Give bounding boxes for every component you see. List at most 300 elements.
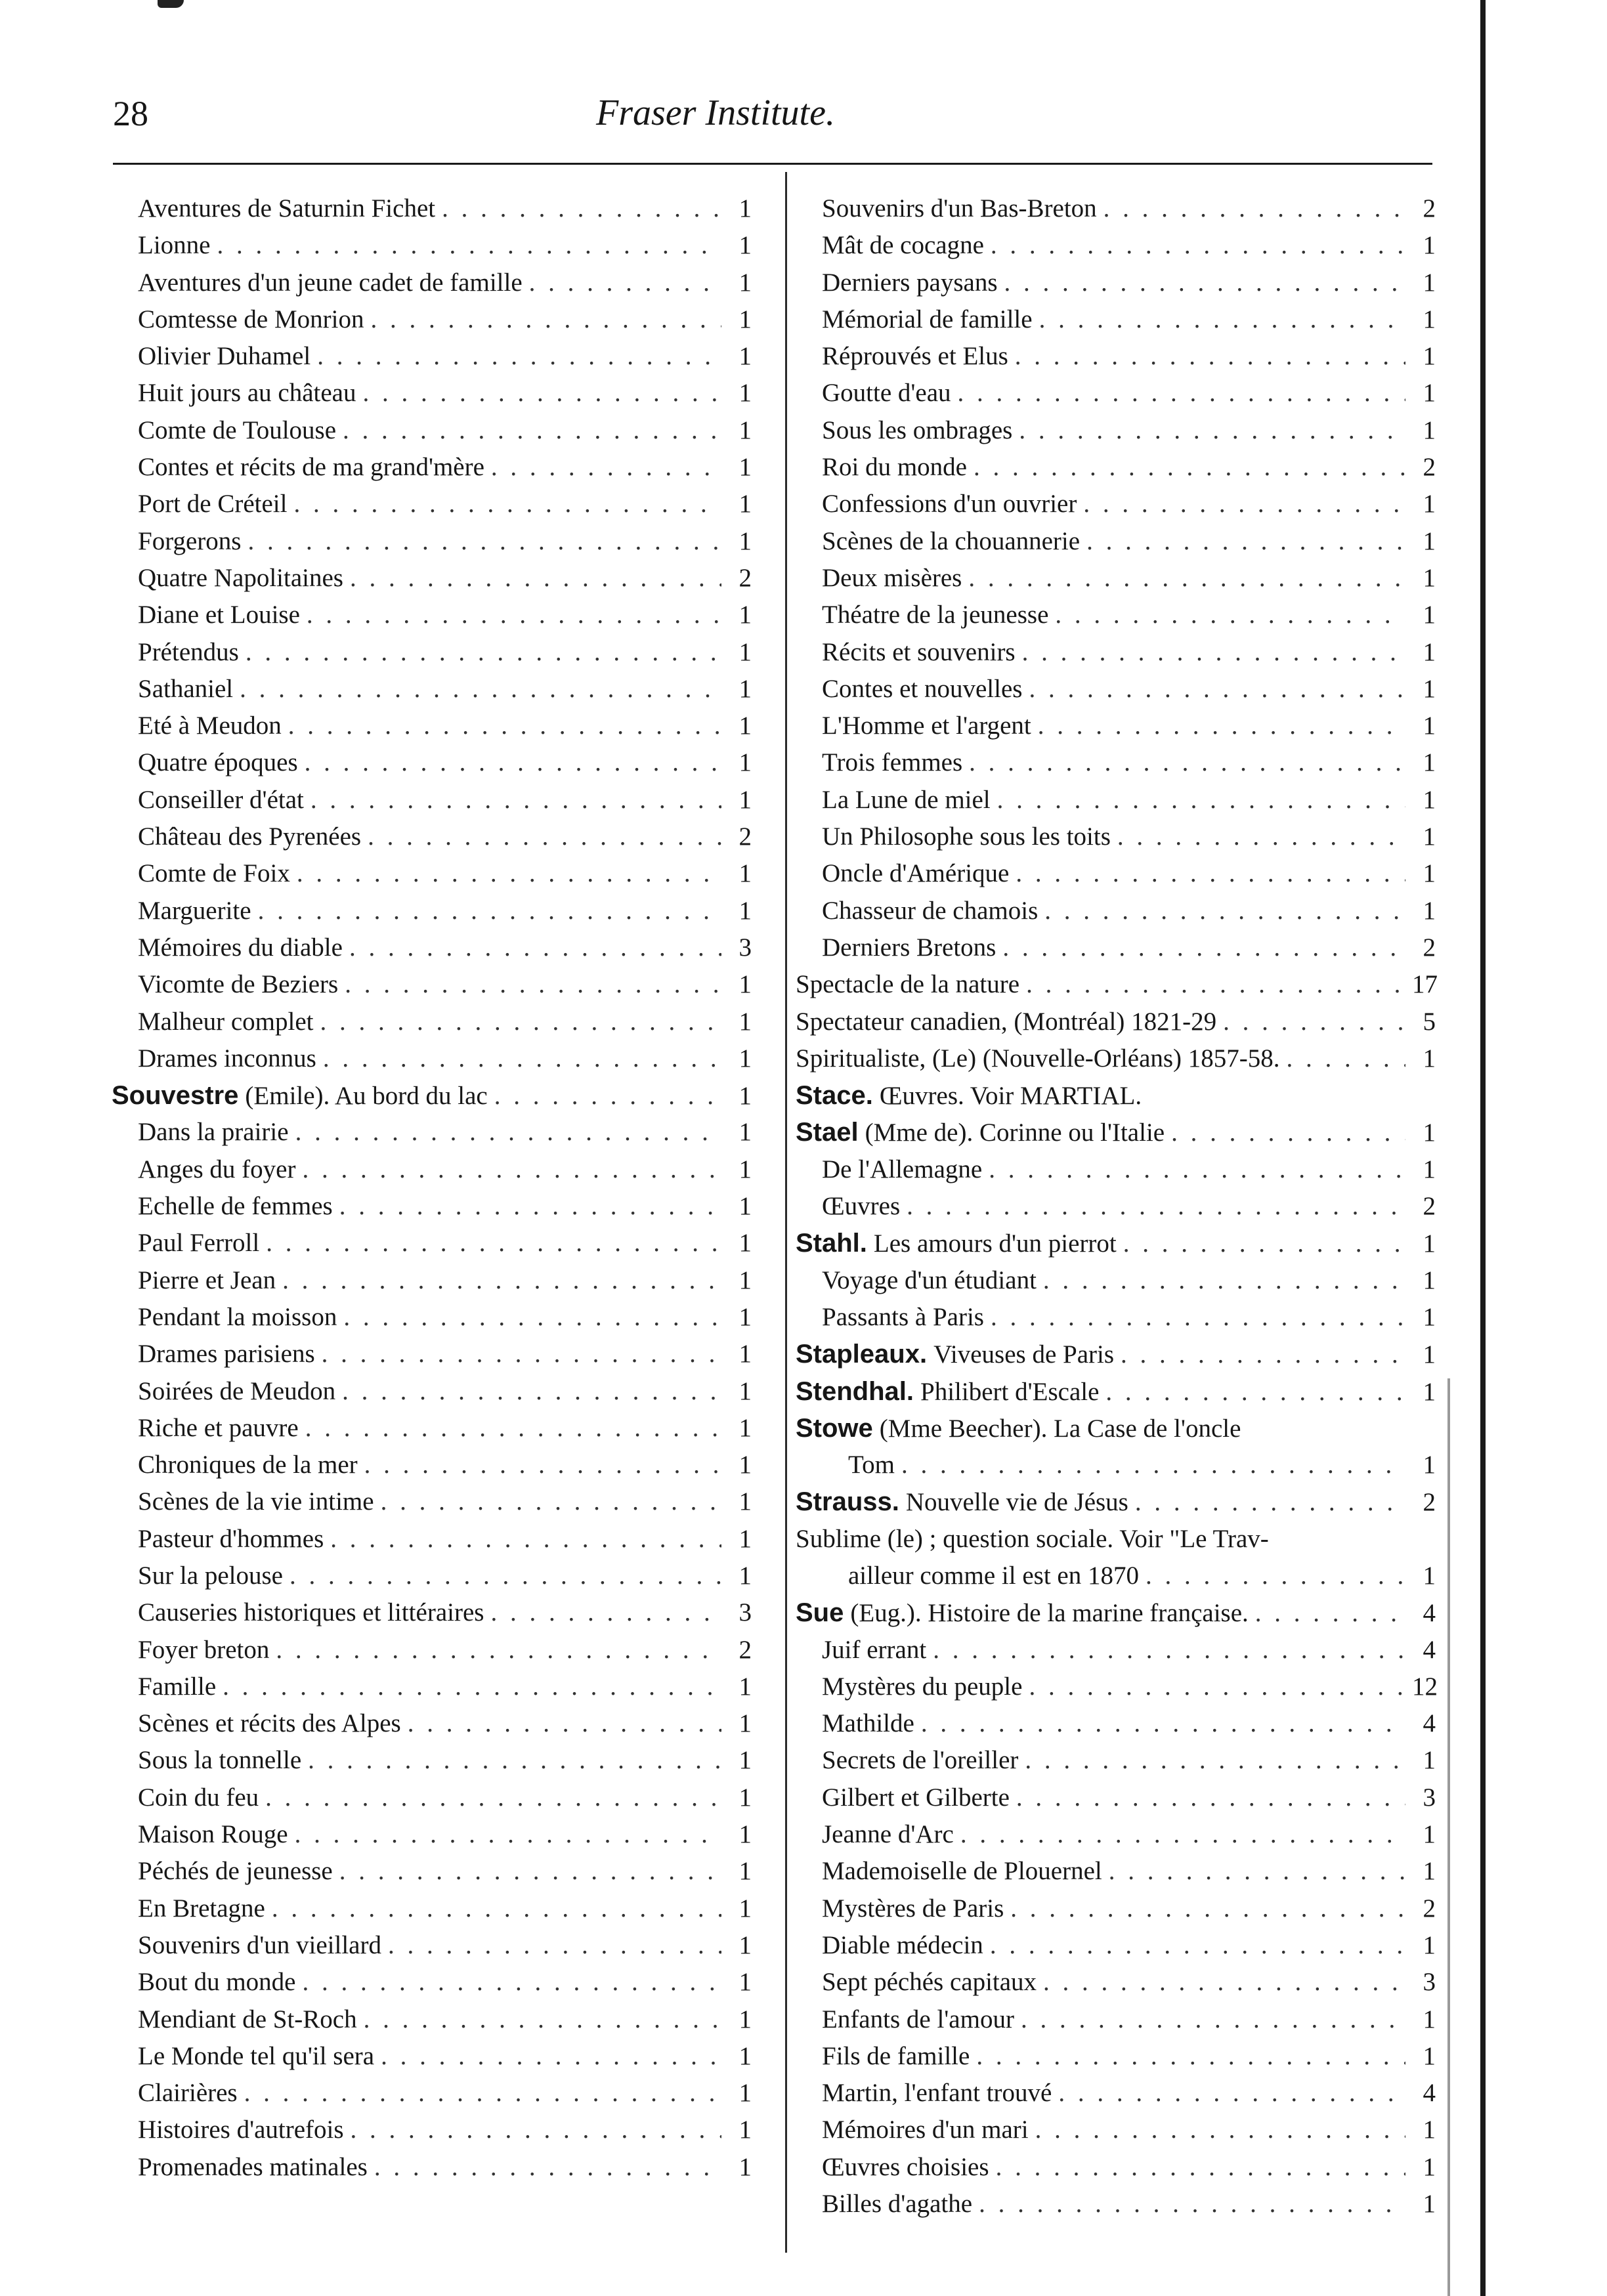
catalog-entry bbox=[112, 1964, 752, 2001]
catalog-entry bbox=[796, 1853, 1436, 1890]
catalog-entry bbox=[796, 929, 1436, 966]
entry-title: Récits et souvenirs bbox=[822, 637, 1016, 666]
dot-leader bbox=[342, 1373, 721, 1410]
volume-count: 1 bbox=[1423, 1746, 1436, 1775]
entry-title: Contes et récits de ma grand'mère bbox=[138, 453, 484, 482]
catalog-entry bbox=[796, 1742, 1436, 1779]
dot-leader bbox=[311, 782, 721, 818]
catalog-entry bbox=[796, 1336, 1436, 1372]
volume-count: 1 bbox=[1423, 1229, 1436, 1258]
volume-count: 1 bbox=[739, 1265, 752, 1294]
dot-leader bbox=[288, 708, 721, 744]
entry-title: Mât de cocagne bbox=[822, 231, 984, 260]
entry-title: Sous la tonnelle bbox=[138, 1746, 302, 1775]
volume-count: 1 bbox=[1423, 2005, 1436, 2033]
entry-title: Confessions d'un ouvrier bbox=[822, 490, 1077, 519]
volume-count: 1 bbox=[1423, 1265, 1436, 1294]
entry-title: La Lune de miel bbox=[822, 785, 991, 814]
catalog-entry bbox=[796, 1483, 1436, 1520]
entry-title: Un Philosophe sous les toits bbox=[822, 822, 1111, 851]
dot-leader bbox=[997, 782, 1405, 818]
catalog-entry bbox=[112, 1927, 752, 1964]
volume-count: 1 bbox=[1423, 2115, 1436, 2144]
column-divider bbox=[785, 172, 787, 2253]
volume-count: 4 bbox=[1423, 1599, 1436, 1628]
volume-count: 2 bbox=[1423, 1894, 1436, 1923]
volume-count: 1 bbox=[739, 268, 752, 297]
catalog-entry bbox=[112, 2112, 752, 2148]
catalog-entry bbox=[796, 265, 1436, 301]
dot-leader bbox=[330, 1521, 721, 1558]
volume-count: 1 bbox=[739, 1155, 752, 1183]
entry-title: Conseiller d'état bbox=[138, 785, 304, 814]
volume-count: 1 bbox=[739, 1709, 752, 1738]
dot-leader bbox=[1135, 1484, 1405, 1521]
volume-count: 1 bbox=[739, 342, 752, 371]
catalog-entry bbox=[796, 818, 1436, 855]
catalog-entry bbox=[796, 1373, 1436, 1410]
dot-leader bbox=[388, 1927, 721, 1964]
volume-count: 1 bbox=[1423, 712, 1436, 740]
entry-title: Théatre de la jeunesse bbox=[822, 601, 1049, 629]
volume-count: 1 bbox=[739, 490, 752, 519]
volume-count: 3 bbox=[739, 933, 752, 962]
dot-leader bbox=[343, 1299, 721, 1336]
running-title: Fraser Institute. bbox=[596, 93, 835, 133]
catalog-entry bbox=[796, 1447, 1436, 1483]
author-name: Souvestre bbox=[112, 1081, 239, 1111]
catalog-entry bbox=[796, 449, 1436, 486]
entry-title: Huit jours au château bbox=[138, 379, 356, 408]
catalog-entry bbox=[112, 1077, 752, 1114]
catalog-entry bbox=[112, 782, 752, 818]
catalog-entry bbox=[796, 1890, 1436, 1927]
volume-count: 1 bbox=[739, 1894, 752, 1923]
entry-title: Contes et nouvelles bbox=[822, 674, 1023, 703]
entry-title: Réprouvés et Elus bbox=[822, 342, 1008, 371]
dot-leader bbox=[1043, 1262, 1405, 1299]
entry-title: Mathilde bbox=[822, 1709, 914, 1738]
catalog-entry bbox=[112, 1373, 752, 1410]
dot-leader bbox=[1255, 1595, 1405, 1632]
entry-title: Olivier Duhamel bbox=[138, 342, 311, 371]
entry-title: Souvenirs d'un Bas-Breton bbox=[822, 194, 1097, 223]
volume-count: 1 bbox=[739, 2041, 752, 2070]
entry-title: Marguerite bbox=[138, 896, 251, 925]
volume-count: 1 bbox=[1423, 1044, 1436, 1073]
dot-leader bbox=[364, 2001, 721, 2038]
dot-leader bbox=[996, 2149, 1405, 2186]
volume-count: 1 bbox=[739, 970, 752, 999]
catalog-entry bbox=[796, 1779, 1436, 1816]
dot-leader bbox=[1022, 634, 1405, 671]
entry-title: (Mme Beecher). La Case de l'oncle bbox=[879, 1414, 1241, 1443]
catalog-entry bbox=[796, 1188, 1436, 1225]
volume-count: 1 bbox=[1423, 526, 1436, 555]
volume-count: 2 bbox=[1423, 933, 1436, 962]
catalog-entry bbox=[112, 1262, 752, 1299]
entry-title: Chroniques de la mer bbox=[138, 1451, 358, 1479]
dot-leader bbox=[265, 1779, 721, 1816]
dot-leader bbox=[381, 2038, 721, 2075]
dot-leader bbox=[490, 1594, 721, 1631]
catalog-entry bbox=[796, 560, 1436, 597]
catalog-entry bbox=[112, 1816, 752, 1853]
author-name: Stael bbox=[796, 1118, 859, 1147]
volume-count: 1 bbox=[1423, 674, 1436, 703]
facing-page-shadow bbox=[1447, 1378, 1450, 2296]
volume-count: 4 bbox=[1423, 1635, 1436, 1664]
volume-count: 1 bbox=[739, 859, 752, 888]
catalog-entry bbox=[112, 893, 752, 929]
entry-title: Port de Créteil bbox=[138, 490, 288, 519]
catalog-entry bbox=[112, 486, 752, 522]
catalog-entry bbox=[112, 375, 752, 412]
volume-count: 1 bbox=[739, 1044, 752, 1073]
volume-count: 1 bbox=[1423, 1857, 1436, 1886]
author-name: Stendhal. bbox=[796, 1376, 914, 1406]
catalog-entry bbox=[796, 634, 1436, 671]
volume-count: 1 bbox=[739, 1376, 752, 1405]
volume-count: 1 bbox=[739, 1302, 752, 1331]
catalog-entry bbox=[796, 1632, 1436, 1669]
volume-count: 2 bbox=[1423, 1192, 1436, 1221]
dot-leader bbox=[320, 1004, 722, 1040]
middle-column bbox=[796, 190, 1436, 2222]
dot-leader bbox=[307, 597, 721, 633]
catalog-entry bbox=[796, 227, 1436, 264]
entry-title: Lionne bbox=[138, 231, 211, 260]
entry-title: Eté à Meudon bbox=[138, 712, 282, 740]
entry-title: Dans la prairie bbox=[138, 1118, 289, 1147]
catalog-entry bbox=[112, 1410, 752, 1447]
dot-leader bbox=[1105, 1374, 1405, 1411]
catalog-entry bbox=[112, 2075, 752, 2112]
dot-leader bbox=[989, 1151, 1405, 1188]
dot-leader bbox=[305, 1410, 721, 1447]
catalog-entry bbox=[112, 1779, 752, 1816]
entry-title: Comte de Toulouse bbox=[138, 415, 337, 444]
catalog-entry bbox=[112, 449, 752, 486]
catalog-entry bbox=[112, 2149, 752, 2186]
entry-title: Diable médecin bbox=[822, 1930, 983, 1959]
entry-title: (Mme de). Corinne ou l'Italie bbox=[865, 1118, 1165, 1147]
volume-count: 1 bbox=[1423, 1377, 1436, 1406]
dot-leader bbox=[991, 1299, 1405, 1336]
dot-leader bbox=[974, 449, 1405, 486]
entry-title: Derniers paysans bbox=[822, 268, 998, 297]
dot-leader bbox=[362, 375, 721, 412]
volume-count: 4 bbox=[1423, 2079, 1436, 2108]
entry-title: Mémoires d'un mari bbox=[822, 2115, 1029, 2144]
entry-title: Mystères du peuple bbox=[822, 1672, 1023, 1701]
volume-count: 1 bbox=[739, 1524, 752, 1553]
volume-count: 1 bbox=[1423, 1155, 1436, 1183]
volume-count: 1 bbox=[1423, 1561, 1436, 1590]
volume-count: 1 bbox=[739, 1192, 752, 1221]
volume-count: 1 bbox=[739, 1082, 752, 1111]
catalog-entry bbox=[112, 523, 752, 560]
dot-leader bbox=[276, 1632, 721, 1669]
volume-count: 1 bbox=[1423, 2041, 1436, 2070]
entry-title: Comtesse de Monrion bbox=[138, 305, 364, 333]
dot-leader bbox=[1019, 412, 1405, 449]
entry-title: L'Homme et l'argent bbox=[822, 712, 1031, 740]
catalog-entry bbox=[112, 1558, 752, 1594]
entry-title: Prétendus bbox=[138, 637, 239, 666]
dot-leader bbox=[1026, 966, 1405, 1003]
entry-title: Malheur complet bbox=[138, 1007, 314, 1036]
entry-title: Echelle de femmes bbox=[138, 1192, 333, 1221]
catalog-entry bbox=[796, 1077, 1436, 1114]
catalog-entry bbox=[796, 301, 1436, 338]
catalog-entry bbox=[112, 1483, 752, 1520]
dot-leader bbox=[282, 1262, 721, 1299]
catalog-entry bbox=[112, 1669, 752, 1705]
entry-title: Vicomte de Beziers bbox=[138, 970, 339, 999]
entry-title: Tom bbox=[848, 1451, 895, 1479]
dot-leader bbox=[1002, 929, 1405, 966]
entry-title: Spectacle de la nature bbox=[796, 970, 1020, 999]
volume-count: 1 bbox=[739, 1930, 752, 1959]
catalog-entry bbox=[112, 966, 752, 1003]
catalog-entry bbox=[796, 1594, 1436, 1631]
entry-title: Causeries historiques et littéraires bbox=[138, 1598, 484, 1627]
dot-leader bbox=[258, 893, 721, 929]
volume-count: 1 bbox=[739, 526, 752, 555]
entry-title: Clairières bbox=[138, 2079, 238, 2108]
entry-title: Spectateur canadien, (Montréal) 1821-29 bbox=[796, 1007, 1217, 1036]
dot-leader bbox=[979, 2186, 1405, 2222]
dot-leader bbox=[317, 338, 721, 375]
entry-title: Forgerons bbox=[138, 526, 242, 555]
catalog-entry bbox=[796, 1004, 1436, 1040]
dot-leader bbox=[1016, 855, 1405, 892]
catalog-entry bbox=[796, 1669, 1436, 1705]
catalog-entry bbox=[796, 2038, 1436, 2075]
catalog-entry bbox=[112, 929, 752, 966]
catalog-entry bbox=[112, 412, 752, 449]
volume-count: 1 bbox=[739, 305, 752, 333]
dot-leader bbox=[247, 523, 721, 560]
volume-count: 1 bbox=[739, 2115, 752, 2144]
entry-title: Passants à Paris bbox=[822, 1302, 984, 1331]
volume-count: 5 bbox=[1423, 1007, 1436, 1036]
dot-leader bbox=[322, 1336, 721, 1372]
catalog-entry bbox=[112, 597, 752, 633]
entry-title: Château des Pyrenées bbox=[138, 822, 362, 851]
volume-count: 1 bbox=[1423, 1302, 1436, 1331]
dot-leader bbox=[289, 1558, 721, 1594]
dot-leader bbox=[1086, 523, 1405, 560]
volume-count: 1 bbox=[1423, 2190, 1436, 2219]
entry-title: Nouvelle vie de Jésus bbox=[905, 1488, 1128, 1517]
dot-leader bbox=[339, 1853, 721, 1890]
entry-title: Aventures de Saturnin Fichet bbox=[138, 194, 436, 223]
volume-count: 1 bbox=[739, 1746, 752, 1775]
volume-count: 1 bbox=[1423, 785, 1436, 814]
dot-leader bbox=[1044, 893, 1405, 929]
catalog-entry bbox=[112, 338, 752, 375]
entry-title: Juif errant bbox=[822, 1635, 927, 1664]
dot-leader bbox=[921, 1705, 1405, 1742]
dot-leader bbox=[349, 929, 721, 966]
catalog-entry bbox=[112, 1225, 752, 1262]
dot-leader bbox=[494, 1078, 721, 1115]
dot-leader bbox=[244, 2075, 721, 2112]
author-name: Sue bbox=[796, 1598, 844, 1628]
catalog-entry bbox=[796, 893, 1436, 929]
volume-count: 2 bbox=[739, 563, 752, 592]
volume-count: 1 bbox=[739, 453, 752, 482]
catalog-entry bbox=[796, 782, 1436, 818]
volume-count: 3 bbox=[1423, 1783, 1436, 1812]
header-rule bbox=[113, 163, 1432, 165]
entry-title: ailleur comme il est en 1870 bbox=[848, 1561, 1139, 1590]
dot-leader bbox=[907, 1188, 1405, 1225]
author-name: Stapleaux. bbox=[796, 1340, 928, 1369]
catalog-entry bbox=[796, 1705, 1436, 1742]
catalog-entry bbox=[796, 1262, 1436, 1299]
volume-count: 1 bbox=[1423, 268, 1436, 297]
catalog-entry bbox=[796, 2112, 1436, 2148]
catalog-entry bbox=[112, 265, 752, 301]
volume-count: 2 bbox=[1423, 194, 1436, 223]
volume-count: 1 bbox=[1423, 637, 1436, 666]
dot-leader bbox=[1016, 1779, 1405, 1816]
volume-count: 1 bbox=[1423, 1118, 1436, 1147]
volume-count: 1 bbox=[739, 1561, 752, 1590]
volume-count: 1 bbox=[739, 2079, 752, 2108]
entry-title: Péchés de jeunesse bbox=[138, 1857, 333, 1886]
entry-title: Riche et pauvre bbox=[138, 1413, 299, 1442]
dot-leader bbox=[266, 1225, 721, 1262]
volume-count: 2 bbox=[1423, 1488, 1436, 1517]
entry-title: Foyer breton bbox=[138, 1635, 270, 1664]
dot-leader bbox=[1039, 301, 1405, 338]
volume-count: 1 bbox=[739, 1340, 752, 1369]
volume-count: 1 bbox=[739, 1487, 752, 1516]
entry-title: Secrets de l'oreiller bbox=[822, 1746, 1019, 1775]
entry-title: Trois femmes bbox=[822, 748, 963, 777]
dot-leader bbox=[1025, 1742, 1405, 1779]
page-gutter bbox=[1480, 0, 1486, 2296]
catalog-entry bbox=[112, 2001, 752, 2038]
volume-count: 1 bbox=[1423, 231, 1436, 260]
volume-count: 3 bbox=[739, 1598, 752, 1627]
volume-count: 1 bbox=[739, 1783, 752, 1812]
volume-count: 1 bbox=[739, 785, 752, 814]
dot-leader bbox=[370, 301, 721, 338]
volume-count: 1 bbox=[1423, 1451, 1436, 1479]
catalog-entry bbox=[796, 1964, 1436, 2001]
dot-leader bbox=[990, 1927, 1405, 1964]
catalog-entry bbox=[796, 855, 1436, 892]
entry-title: Mystères de Paris bbox=[822, 1894, 1004, 1923]
author-name: Stowe bbox=[796, 1413, 873, 1443]
dot-leader bbox=[1029, 1669, 1405, 1705]
dot-leader bbox=[1015, 338, 1405, 375]
dot-leader bbox=[1055, 597, 1405, 633]
volume-count: 1 bbox=[739, 896, 752, 925]
dot-leader bbox=[933, 1632, 1405, 1669]
ink-mark bbox=[158, 0, 184, 8]
dot-leader bbox=[968, 560, 1405, 597]
entry-title: Pendant la moisson bbox=[138, 1302, 337, 1331]
dot-leader bbox=[1010, 1890, 1405, 1927]
catalog-entry bbox=[796, 1151, 1436, 1188]
dot-leader bbox=[295, 1114, 721, 1151]
catalog-entry bbox=[112, 560, 752, 597]
catalog-entry bbox=[112, 1521, 752, 1558]
dot-leader bbox=[1117, 818, 1405, 855]
catalog-entry bbox=[112, 301, 752, 338]
dot-leader bbox=[302, 1151, 721, 1188]
catalog-entry bbox=[796, 1558, 1436, 1594]
volume-count: 1 bbox=[739, 1413, 752, 1442]
entry-title: Drames parisiens bbox=[138, 1340, 315, 1369]
entry-title: Scènes et récits des Alpes bbox=[138, 1709, 401, 1738]
dot-leader bbox=[1038, 708, 1405, 744]
entry-title: Bout du monde bbox=[138, 1968, 296, 1997]
volume-count: 1 bbox=[739, 748, 752, 777]
entry-title: Les amours d'un pierrot bbox=[873, 1229, 1117, 1258]
volume-count: 1 bbox=[739, 415, 752, 444]
entry-title: Anges du foyer bbox=[138, 1155, 296, 1183]
dot-leader bbox=[297, 855, 721, 892]
volume-count: 1 bbox=[739, 379, 752, 408]
entry-title: Paul Ferroll bbox=[138, 1229, 260, 1258]
volume-count: 1 bbox=[1423, 1930, 1436, 1959]
catalog-entry bbox=[112, 1299, 752, 1336]
catalog-entry bbox=[112, 190, 752, 227]
dot-leader bbox=[240, 671, 721, 708]
catalog-entry bbox=[796, 2186, 1436, 2222]
dot-leader bbox=[969, 744, 1405, 781]
volume-count: 1 bbox=[1423, 342, 1436, 371]
catalog-entry bbox=[796, 1225, 1436, 1262]
dot-leader bbox=[1171, 1115, 1405, 1151]
entry-title: Mademoiselle de Plouernel bbox=[822, 1857, 1102, 1886]
catalog-entry bbox=[112, 671, 752, 708]
entry-title: Histoires d'autrefois bbox=[138, 2115, 344, 2144]
catalog-entry bbox=[796, 744, 1436, 781]
dot-leader bbox=[345, 966, 721, 1003]
dot-leader bbox=[1043, 1964, 1405, 2001]
entry-title: Sur la pelouse bbox=[138, 1561, 283, 1590]
author-name: Stahl. bbox=[796, 1229, 867, 1258]
volume-count: 1 bbox=[1423, 601, 1436, 629]
catalog-entry bbox=[796, 671, 1436, 708]
dot-leader bbox=[1004, 265, 1406, 301]
catalog-entry bbox=[112, 1594, 752, 1631]
volume-count: 1 bbox=[739, 2005, 752, 2033]
catalog-entry bbox=[112, 744, 752, 781]
catalog-entry bbox=[796, 1114, 1436, 1151]
volume-count: 1 bbox=[739, 1007, 752, 1036]
volume-count: 3 bbox=[1423, 1968, 1436, 1997]
dot-leader bbox=[991, 227, 1405, 264]
volume-count: 1 bbox=[739, 1857, 752, 1886]
entry-title: De l'Allemagne bbox=[822, 1155, 983, 1183]
entry-title: En Bretagne bbox=[138, 1894, 265, 1923]
volume-count: 1 bbox=[739, 1820, 752, 1849]
entry-title: Gilbert et Gilberte bbox=[822, 1783, 1010, 1812]
dot-leader bbox=[343, 412, 721, 449]
dot-leader bbox=[529, 265, 721, 301]
entry-title: Diane et Louise bbox=[138, 601, 300, 629]
entry-title: Chasseur de chamois bbox=[822, 896, 1039, 925]
